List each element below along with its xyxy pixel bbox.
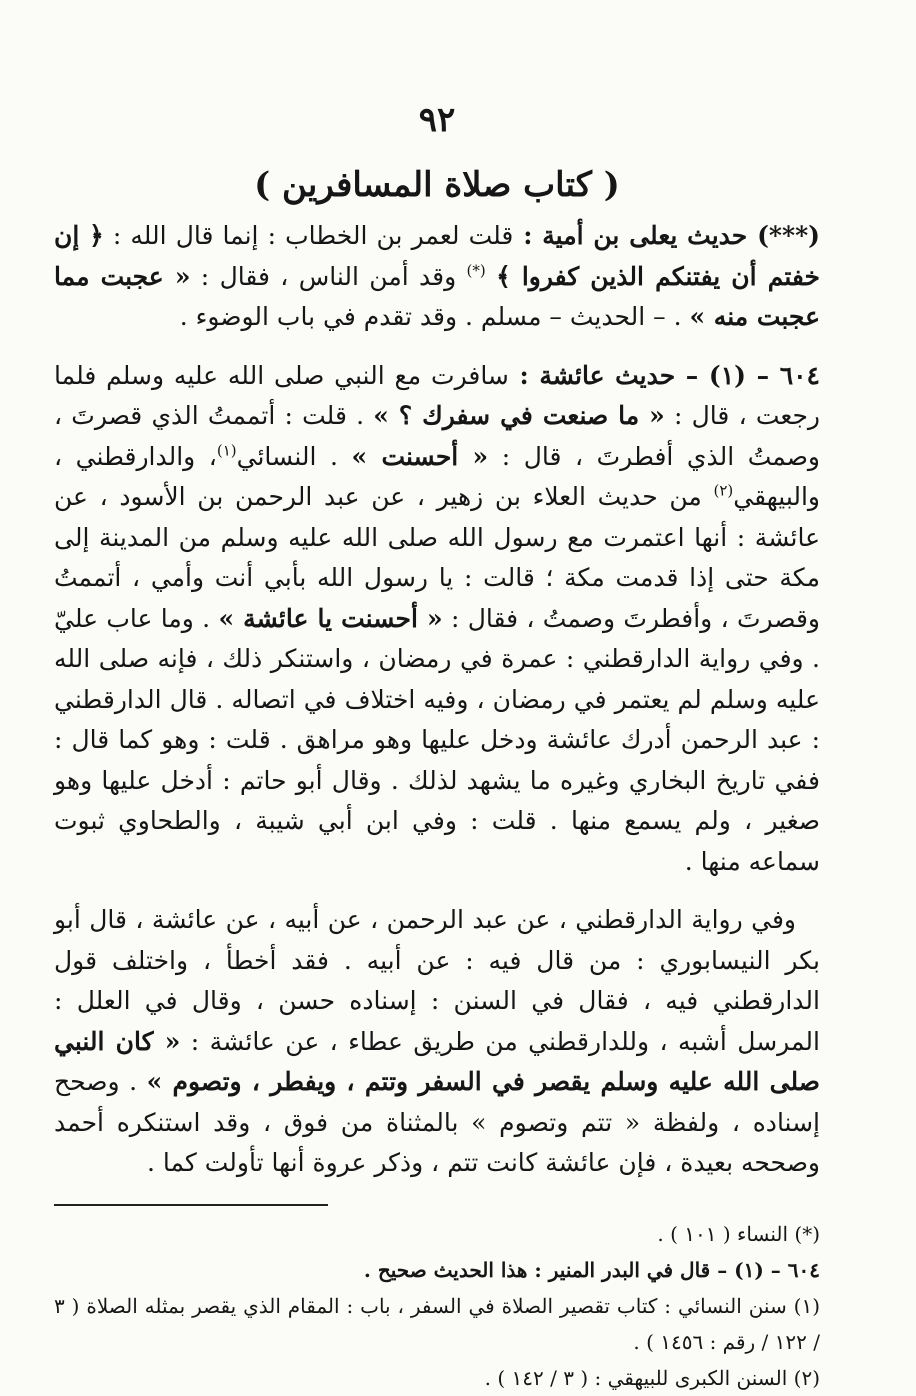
text-segment: قلت لعمر بن الخطاب : إنما قال الله :	[103, 221, 514, 250]
text-segment: وقد أمن الناس ، فقال :	[190, 261, 467, 291]
intro-paragraph	[54, 216, 820, 338]
footnote-item: (٢) السنن الكبرى للبيهقي : ( ٣ / ١٤٢ ) .	[484, 1365, 820, 1390]
footnotes	[54, 1216, 820, 1396]
hadith-quote: « أحسنت »	[351, 441, 489, 471]
footnote-divider	[54, 1204, 328, 1206]
chapter-title: ( كتاب صلاة المسافرين )	[254, 165, 620, 205]
text-segment: وفي رواية الدارقطني ، عن عبد الرحمن ، عن أبيه ، عن عائشة ، قال أبو بكر النيسابوري : من قال فيه : عن أبيه . فقد أخطأ ، واختلف قول الدارقطني فيه ، فقال في السنن : إسناده حسن ، وقال في العلل : المرسل أشبه ، وللدارقطني من طريق عطاء ، عن عائشة :	[54, 905, 820, 1056]
footnote-item: (١) سنن النسائي : كتاب تقصير الصلاة في السفر ، باب : المقام الذي يقصر بمثله الصلاة ( ٣ / ١٢٢ / رقم : ١٤٥٦ ) .	[54, 1293, 820, 1354]
page-number: ٩٢	[418, 100, 456, 140]
text-segment: سافرت مع النبي صلى الله عليه وسلم فلما رجعت ، قال :	[54, 360, 820, 430]
text-segment: . قلت : أتممتُ الذي قصرتَ ، وصمتُ الذي أفطرتَ ، قال :	[54, 401, 820, 471]
text-segment: من حديث العلاء بن زهير ، عن عبد الرحمن بن الأسود ، عن عائشة : أنها اعتمرت مع رسول الله صلى الله عليه وسلم من المدينة إلى مكة حتى إذا قدمت مكة ؛ قالت : يا رسول الله بأبي أنت وأمي ، أتممتُ وقصرتَ ، وأفطرتَ وصمتُ ، فقال :	[54, 482, 821, 633]
hadith-heading: ٦٠٤ – (١) – حديث عائشة :	[508, 360, 820, 390]
footnote-marker: (١)	[216, 441, 237, 460]
text-segment: . – الحديث – مسلم . وقد تقدم في باب الوضوء .	[179, 302, 690, 331]
footnote-marker: (*)	[466, 261, 486, 280]
text-segment: . النسائي	[236, 441, 352, 471]
text-segment: . وما عاب عليّ . وفي رواية الدارقطني : عمرة في رمضان ، واستنكر ذلك ، فإنه صلى الله عليه وسلم لم يعتمر في رمضان ، وفيه اختلاف في اتصاله . قال الدارقطني : عبد الرحمن أدرك عائشة ودخل عليها وهو مراهق . قلت : وهو كما قال : ففي تاريخ البخاري وغيره ما يشهد لذلك . وقال أبو حاتم : أدخل عليها وهو صغير ، ولم يسمع منها . قلت : وفي ابن أبي شيبة ، والطحاوي ثبوت سماعه منها .	[54, 603, 820, 876]
hadith-quote: « ما صنعت في سفرك ؟ »	[373, 401, 665, 430]
continuation-paragraph	[54, 900, 820, 1184]
text-segment: ، والدارقطني ، والبيهقي	[54, 441, 820, 511]
quran-quote: ﴿ إن خفتم أن يفتنكم الذين كفروا ﴾	[54, 221, 820, 291]
footnote-item: (*) النساء ( ١٠١ ) .	[657, 1221, 820, 1246]
hadith-quote: « عجبت مما عجبت منه »	[54, 261, 820, 331]
hadith-heading: (***) حديث يعلى بن أمية :	[513, 221, 820, 250]
text-segment: . وصحح إسناده ، ولفظة « تتم وتصوم » بالمثناة من فوق ، وقد استنكره أحمد وصححه بعيدة ، فإن عائشة كانت تتم ، وذكر عروة أنها تأولت كما .	[54, 1067, 820, 1177]
hadith-604-paragraph	[54, 356, 820, 883]
hadith-quote: « أحسنت يا عائشة »	[218, 603, 443, 633]
hadith-quote: « كان النبي صلى الله عليه وسلم يقصر في السفر وتتم ، ويفطر ، وتصوم »	[54, 1026, 820, 1096]
main-text	[54, 216, 820, 1184]
footnote-marker: (٢)	[713, 481, 734, 500]
footnote-item: ٦٠٤ – (١) – قال في البدر المنير : هذا الحديث صحيح .	[363, 1257, 820, 1282]
